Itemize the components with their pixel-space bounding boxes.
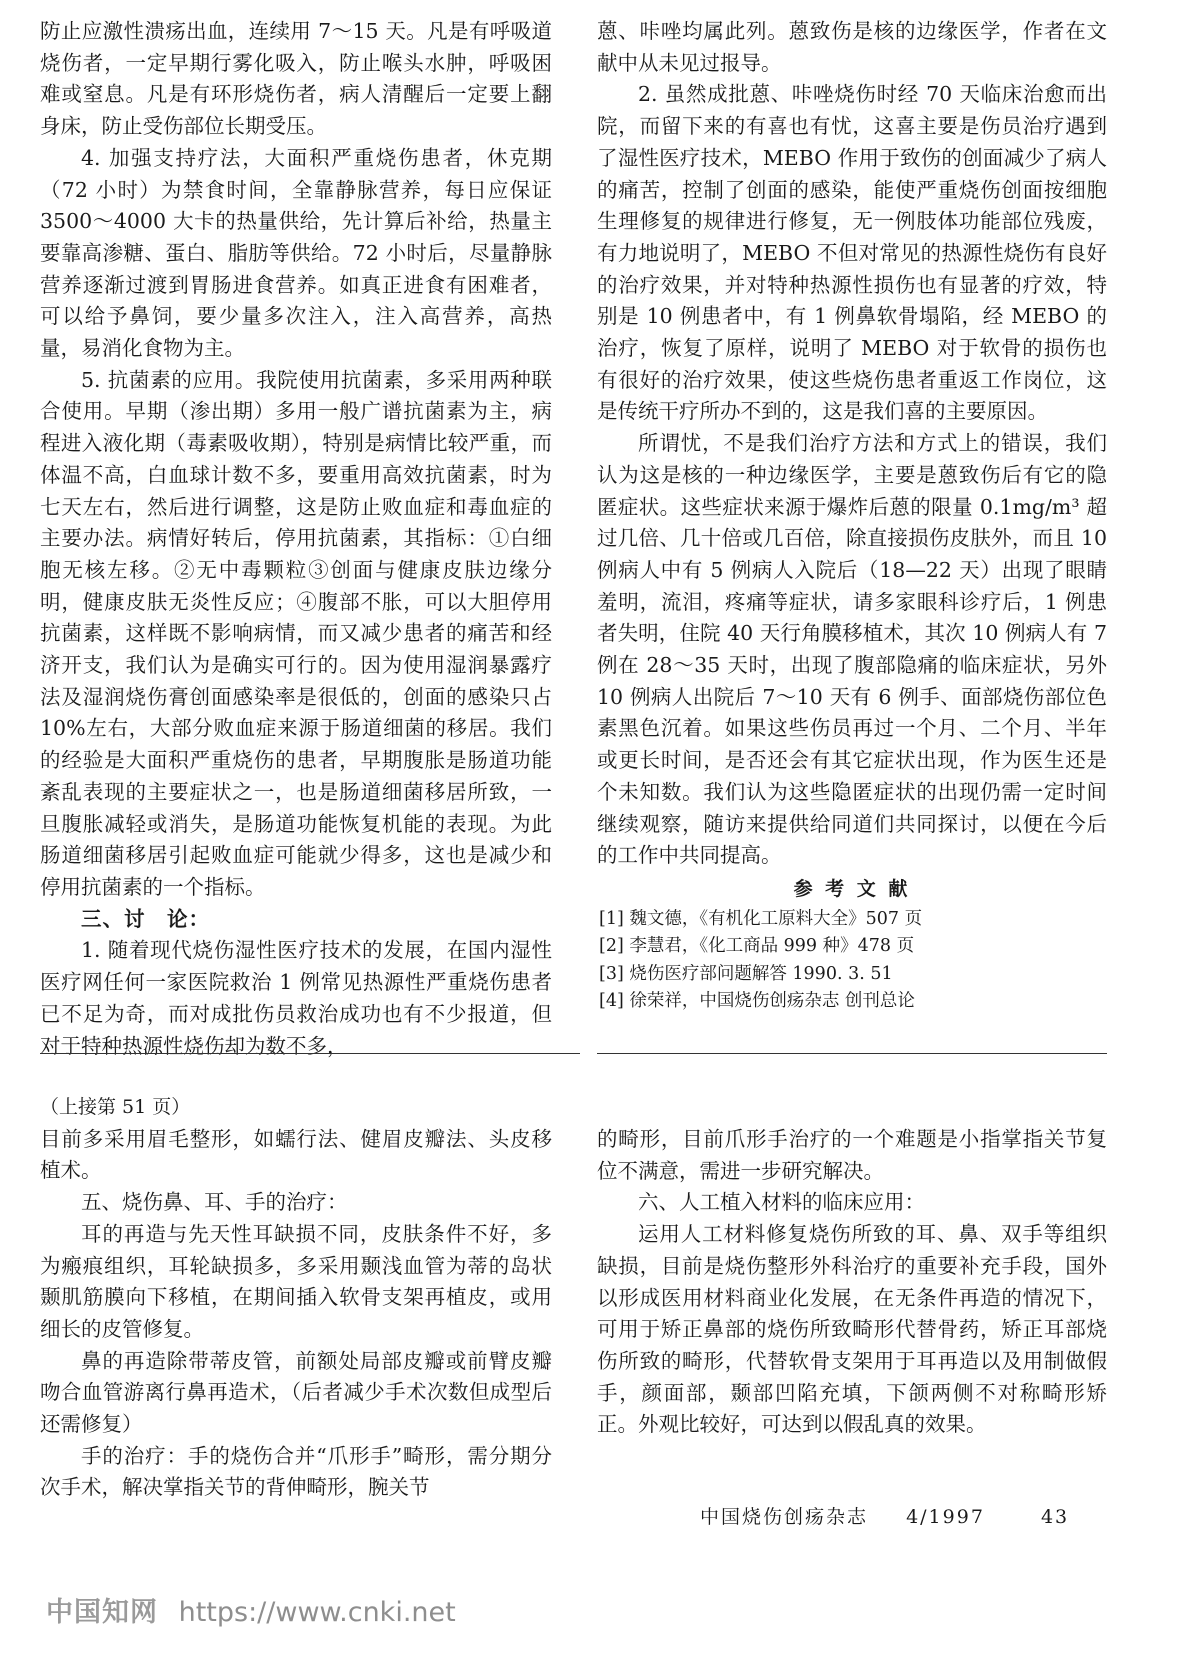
- bottom-right-paragraph: 运用人工材料修复烧伤所致的耳、鼻、双手等组织缺损，目前是烧伤整形外科治疗的重要补充手段，国外以形成医用材料商业化发展，在无条件再造的情况下，可用于矫正鼻部的烧伤所致畸形代替骨药，矫正耳部烧伤所致的畸形，代替软骨支架用于耳再造以及用制做假手，颜面部，颞部凹陷充填，下颌两侧不对称畸形矫正。外观比较好，可达到以假乱真的效果。: [597, 1222, 1107, 1437]
- reference-item: [2] 李慧君，《化工商品 999 种》478 页: [599, 936, 915, 957]
- page-footer: [700, 1502, 1069, 1529]
- watermark-url: https://www.cnki.net: [178, 1597, 456, 1628]
- bottom-left-paragraph: 目前多采用眉毛整形，如蠕行法、健眉皮瓣法、头皮移植术。: [40, 1126, 552, 1183]
- bottom-left-paragraphs: [40, 1124, 552, 1504]
- bottom-left-paragraph: 五、烧伤鼻、耳、手的治疗：: [81, 1190, 348, 1215]
- watermark-logo: 中国知网: [46, 1597, 158, 1628]
- bottom-left-column: [40, 1092, 552, 1504]
- bottom-left-paragraph: 鼻的再造除带蒂皮管，前额处局部皮瓣或前臂皮瓣吻合血管游离行鼻再造术，（后者减少手术次数但成型后还需修复）: [40, 1348, 552, 1437]
- top-left-paragraphs: [40, 16, 552, 904]
- footer-issue: 4/1997: [906, 1506, 985, 1528]
- bottom-left-paragraph: 手的治疗：手的烧伤合并“爪形手”畸形，需分期分次手术，解决掌指关节的背伸畸形，腕关节: [40, 1443, 552, 1500]
- reference-item: [1] 魏文德，《有机化工原料大全》507 页: [599, 908, 923, 929]
- reference-item: [3] 烧伤医疗部问题解答 1990. 3. 51: [599, 963, 893, 984]
- footer-journal-name: 中国烧伤创疡杂志: [700, 1506, 869, 1528]
- bottom-right-paragraph: 六、人工植入材料的临床应用：: [638, 1190, 925, 1215]
- top-right-paragraphs: [597, 16, 1107, 872]
- cnki-watermark: [46, 1590, 456, 1629]
- bottom-right-paragraphs: [597, 1124, 1107, 1441]
- footer-page-number: 43: [1040, 1506, 1070, 1528]
- top-right-column: [597, 16, 1107, 1016]
- section-divider-left: [40, 1053, 580, 1054]
- top-left-paragraph: 5. 抗菌素的应用。我院使用抗菌素，多采用两种联合使用。早期（渗出期）多用一般广谱抗菌素为主，病程进入液化期（毒素吸收期），特别是病情比较严重，而体温不高，白血球计数不多，要重用高效抗菌素，时为七天左右，然后进行调整，这是防止败血症和毒血症的主要办法。病情好转后，停用抗菌素，其指标：①白细胞无核左移。②无中毒颗粒③创面与健康皮肤边缘分明，健康皮肤无炎性反应；④腹部不胀，可以大胆停用抗菌素，这样既不影响病情，而又减少患者的痛苦和经济开支，我们认为是确实可行的。因为使用湿润暴露疗法及湿润烧伤膏创面感染率是很低的，创面的感染只占 10%左右，大部分败血症来源于肠道细菌的移居。我们的经验是大面积严重烧伤的患者，早期腹胀是肠道功能紊乱表现的主要症状之一，也是肠道细菌移居所致，一旦腹胀减轻或消失，是肠道功能恢复机能的表现。为此肠道细菌移居引起败血症可能就少得多，这也是减少和停用抗菌素的一个指标。: [40, 367, 552, 899]
- discussion-heading: 三、讨 论：: [81, 906, 210, 931]
- bottom-right-column: [597, 1124, 1107, 1441]
- bottom-left-paragraph: 耳的再造与先天性耳缺损不同，皮肤条件不好，多为瘢痕组织，耳轮缺损多，多采用颞浅血管为蒂的岛状颞肌筋膜向下移植，在期间插入软骨支架再植皮，或用细长的皮管修复。: [40, 1221, 552, 1341]
- section-divider-right: [597, 1053, 1107, 1054]
- top-left-column: [40, 16, 552, 1062]
- top-left-paragraph: 防止应激性溃疡出血，连续用 7～15 天。凡是有呼吸道烧伤者，一定早期行雾化吸入，防止喉头水肿，呼吸困难或窒息。凡是有环形烧伤者，病人清醒后一定要上翻身床，防止受伤部位长期受压。: [40, 19, 552, 139]
- discussion-paragraph-1: 1. 随着现代烧伤湿性医疗技术的发展，在国内湿性医疗网任何一家医院救治 1 例常见热源性严重烧伤患者已不足为奇，而对成批伤员救治成功也有不少报道，但对于特种热源性烧伤却为数不多，: [40, 938, 552, 1058]
- top-right-paragraph: 2. 虽然成批蒽、咔唑烧伤时经 70 天临床治愈而出院，而留下来的有喜也有忧，这喜主要是伤员治疗遇到了湿性医疗技术，MEBO 作用于致伤的创面减少了病人的痛苦，控制了创面的感染，能使严重烧伤创面按细胞生理修复的规律进行修复，无一例肢体功能部位残废，有力地说明了，MEBO 不但对常见的热源性烧伤有良好的治疗效果，并对特种热源性损伤也有显著的疗效，特别是 10 例患者中，有 1 例鼻软骨塌陷，经 MEBO 的治疗，恢复了原样，说明了 MEBO 对于软骨的损伤也有很好的治疗效果，使这些烧伤患者重返工作岗位，这是传统干疗所办不到的，这是我们喜的主要原因。: [597, 82, 1107, 424]
- top-left-paragraph: 4. 加强支持疗法，大面积严重烧伤患者，休克期（72 小时）为禁食时间，全靠静脉营养，每日应保证 3500～4000 大卡的热量供给，先计算后补给，热量主要靠高渗糖、蛋白、脂肪等供给。72 小时后，尽量静脉营养逐渐过渡到胃肠进食营养。如真正进食有困难者，可以给予鼻饲，要少量多次注入，注入高营养，高热量，易消化食物为主。: [40, 145, 552, 361]
- top-right-paragraph: 所谓忧，不是我们治疗方法和方式上的错误，我们认为这是核的一种边缘医学，主要是蒽致伤后有它的隐匿症状。这些症状来源于爆炸后蒽的限量 0.1mg/m³ 超过几倍、几十倍或几百倍，除直接损伤皮肤外，而且 10 例病人中有 5 例病人入院后（18—22 天）出现了眼睛羞明，流泪，疼痛等症状，请多家眼科诊疗后，1 例患者失明，住院 40 天行角膜移植术，其次 10 例病人有 7 例在 28～35 天时，出现了腹部隐痛的临床症状，另外 10 例病人出院后 7～10 天有 6 例手、面部烧伤部位色素黑色沉着。如果这些伤员再过一个月、二个月、半年或更长时间，是否还会有其它症状出现，作为医生还是个未知数。我们认为这些隐匿症状的出现仍需一定时间继续观察，随访来提供给同道们共同探讨，以便在今后的工作中共同提高。: [597, 431, 1107, 868]
- top-right-paragraph: 蒽、咔唑均属此列。蒽致伤是核的边缘医学，作者在文献中从未见过报导。: [597, 19, 1107, 75]
- reference-item: [4] 徐荣祥，中国烧伤创疡杂志 创刊总论: [599, 991, 915, 1012]
- references-list: [597, 906, 1107, 1016]
- continued-from-note: （上接第 51 页）: [40, 1096, 191, 1118]
- bottom-right-paragraph: 的畸形，目前爪形手治疗的一个难题是小指掌指关节复位不满意，需进一步研究解决。: [597, 1127, 1107, 1183]
- references-title: 参 考 文 献: [793, 877, 911, 900]
